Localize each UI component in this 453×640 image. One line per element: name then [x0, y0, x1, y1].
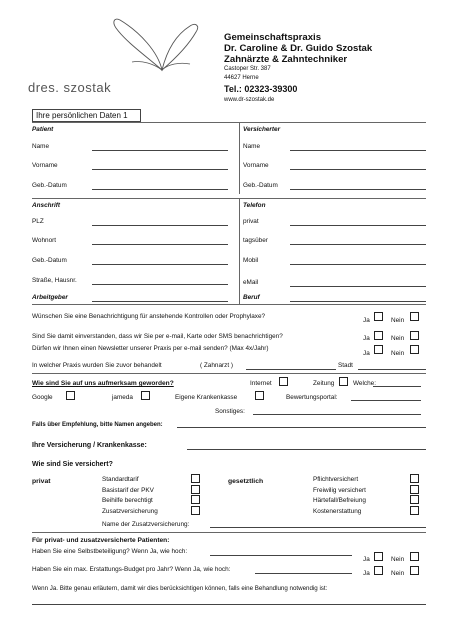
referral-other-label: Sonstiges:: [215, 408, 245, 415]
referral-newspaper-checkbox[interactable]: [339, 377, 348, 386]
logo-text: dres. szostak: [28, 80, 112, 95]
public-option-mandatory: Pflichtversichert: [313, 476, 359, 483]
referral-internet-checkbox[interactable]: [279, 377, 288, 386]
phone-daytime-input[interactable]: [290, 244, 426, 245]
reimbursement-yes-checkbox[interactable]: [374, 566, 383, 575]
occupation-input[interactable]: [290, 301, 426, 302]
reminder-question: Wünschen Sie eine Benachrichtigung für anstehende Kontrollen oder Prophylaxe?: [32, 313, 266, 320]
newsletter-no-label: Nein: [391, 350, 405, 357]
public-reimbursement-checkbox[interactable]: [410, 506, 419, 515]
insurance-company-label: Ihre Versicherung / Krankenkasse:: [32, 442, 147, 449]
newsletter-yes-checkbox[interactable]: [374, 345, 383, 354]
referral-recommendation-input[interactable]: [177, 427, 426, 428]
patient-firstname-label: Vorname: [32, 162, 58, 169]
insured-firstname-label: Vorname: [243, 162, 269, 169]
previous-practice-input[interactable]: [246, 369, 336, 370]
referral-which-label: Welche:: [353, 380, 376, 387]
zip-label: PLZ: [32, 218, 44, 225]
private-supplementary-checkbox[interactable]: [191, 506, 200, 515]
public-voluntary-checkbox[interactable]: [410, 485, 419, 494]
insurance-company-input[interactable]: [187, 449, 426, 450]
doctors-names: Dr. Caroline & Dr. Guido Szostak: [224, 43, 373, 54]
address-title: Anschrift: [32, 202, 61, 209]
deductible-input[interactable]: [210, 555, 352, 556]
address-top-rule: [32, 198, 426, 199]
private-standard-checkbox[interactable]: [191, 474, 200, 483]
reimbursement-question: Haben Sie ein max. Erstattungs-Budget pro Jahr? Wenn Ja, wie hoch:: [32, 566, 231, 573]
previous-dentist-note: ( Zahnarzt ): [200, 362, 234, 369]
phone-title: Telefon: [243, 202, 266, 209]
referral-which-input[interactable]: [373, 386, 421, 387]
patient-firstname-input[interactable]: [92, 169, 228, 170]
phone-mobile-label: Mobil: [243, 257, 259, 264]
website: www.dr-szostak.de: [224, 97, 275, 103]
reimbursement-no-label: Nein: [391, 570, 405, 577]
supplementary-name-label: Name der Zusatzversicherung:: [102, 521, 190, 528]
referral-portal-label: Bewertungsportal:: [286, 394, 338, 401]
private-allowance-checkbox[interactable]: [191, 495, 200, 504]
address-column-divider: [239, 198, 240, 304]
street-label: Straße, Hausnr.: [32, 277, 77, 284]
email-label: eMail: [243, 279, 259, 286]
practice-title: Gemeinschaftspraxis: [224, 32, 322, 43]
private-patients-title: Für privat- und zusatzversicherte Patienten:: [32, 537, 170, 544]
contact-consent-question: Sind Sie damit einverstanden, dass wir Sie per e-mail, Karte oder SMS benachrichtigen?: [32, 333, 283, 340]
public-option-hardship: Härtefall/Befreiung: [313, 497, 366, 504]
specialties: Zahnärzte & Zahntechniker: [224, 54, 348, 65]
explanation-input[interactable]: [32, 604, 426, 605]
patient-birthdate-label: Geb.-Datum: [32, 182, 67, 189]
insurance-bottom-rule: [32, 532, 426, 533]
butterfly-logo-icon: [110, 12, 222, 84]
phone-daytime-label: tagsüber: [243, 237, 268, 244]
contact-no-checkbox[interactable]: [410, 331, 419, 340]
patient-title: Patient: [32, 126, 54, 133]
private-option-allowance: Beihilfe berechtigt: [102, 497, 153, 504]
employer-title: Arbeitgeber: [32, 294, 68, 301]
insured-firstname-input[interactable]: [290, 169, 426, 170]
referral-newspaper-label: Zeitung: [313, 380, 335, 387]
public-hardship-checkbox[interactable]: [410, 495, 419, 504]
private-option-standard: Standardtarif: [102, 476, 139, 483]
address-birthdate-label: Geb.-Datum: [32, 257, 67, 264]
reminder-no-checkbox[interactable]: [410, 312, 419, 321]
public-label: gesetztlich: [228, 478, 264, 485]
deductible-yes-label: Ja: [363, 556, 370, 563]
email-input[interactable]: [290, 286, 426, 287]
previous-city-input[interactable]: [358, 369, 426, 370]
referral-portal-input[interactable]: [351, 400, 421, 401]
previous-practice-question: In welcher Praxis wurden Sie zuvor behandelt: [32, 362, 162, 369]
deductible-no-checkbox[interactable]: [410, 552, 419, 561]
deductible-no-label: Nein: [391, 556, 405, 563]
newsletter-no-checkbox[interactable]: [410, 345, 419, 354]
street-input[interactable]: [92, 284, 228, 285]
deductible-question: Haben Sie eine Selbstbeteiligung? Wenn Ja, wie hoch:: [32, 548, 188, 555]
insured-title: Versicherter: [243, 126, 281, 133]
private-label: privat: [32, 478, 51, 485]
phone-private-label: privat: [243, 218, 259, 225]
referral-insurance-checkbox[interactable]: [255, 391, 264, 400]
referral-internet-label: Internet: [250, 380, 272, 387]
column-divider: [239, 122, 240, 194]
public-mandatory-checkbox[interactable]: [410, 474, 419, 483]
referral-other-input[interactable]: [253, 414, 421, 415]
insured-name-label: Name: [243, 143, 261, 150]
address-birthdate-input[interactable]: [92, 264, 228, 265]
phone-private-input[interactable]: [290, 225, 426, 226]
contact-yes-label: Ja: [363, 335, 370, 342]
previous-city-label: Stadt: [338, 362, 353, 369]
referral-recommendation-label: Falls über Empfehlung, bitte Namen angeben:: [32, 422, 163, 428]
work-bottom-rule: [32, 304, 426, 305]
newsletter-yes-label: Ja: [363, 350, 370, 357]
insured-birthdate-input[interactable]: [290, 189, 426, 190]
explanation-label: Wenn Ja. Bitte genau erläutern, damit wir dies berücksichtigen können, falls eine Behandlung notwendig ist:: [32, 585, 328, 592]
private-option-basic: Basistarif der PKV: [102, 487, 154, 494]
referral-jameda-checkbox[interactable]: [141, 391, 150, 400]
patient-name-input[interactable]: [92, 150, 228, 151]
referral-google-label: Google: [32, 394, 53, 401]
private-option-supplementary: Zusatzversicherung: [102, 508, 158, 515]
referral-jameda-label: jameda: [112, 394, 133, 401]
supplementary-name-input[interactable]: [210, 527, 426, 528]
city-input[interactable]: [92, 244, 228, 245]
insurance-type-question: Wie sind Sie versichert?: [32, 461, 113, 468]
patient-name-label: Name: [32, 143, 50, 150]
zip-input[interactable]: [92, 225, 228, 226]
reminder-no-label: Nein: [391, 317, 405, 324]
section-top-rule: [32, 122, 426, 123]
reminder-yes-checkbox[interactable]: [374, 312, 383, 321]
newsletter-question: Dürfen wir Ihnen einen Newsletter unserer Praxis per e-mail senden? (Max 4x/Jahr): [32, 345, 269, 352]
reminder-yes-label: Ja: [363, 317, 370, 324]
city-address: 44627 Herne: [224, 75, 259, 81]
deductible-yes-checkbox[interactable]: [374, 552, 383, 561]
contact-yes-checkbox[interactable]: [374, 331, 383, 340]
reimbursement-no-checkbox[interactable]: [410, 566, 419, 575]
private-basic-checkbox[interactable]: [191, 485, 200, 494]
reimbursement-input[interactable]: [255, 573, 352, 574]
referral-insurance-label: Eigene Krankenkasse: [175, 394, 238, 401]
insured-name-input[interactable]: [290, 150, 426, 151]
employer-input[interactable]: [92, 301, 228, 302]
phone-mobile-input[interactable]: [290, 264, 426, 265]
street-address: Castoper Str. 387: [224, 66, 271, 72]
contact-no-label: Nein: [391, 335, 405, 342]
public-option-reimbursement: Kostenerstattung: [313, 508, 362, 515]
form-tab-title: Ihre persönlichen Daten 1: [32, 109, 141, 122]
questions-bottom-rule: [32, 373, 426, 374]
insured-birthdate-label: Geb.-Datum: [243, 182, 278, 189]
referral-question: Wie sind Sie auf uns aufmerksam geworden?: [32, 380, 174, 387]
referral-google-checkbox[interactable]: [66, 391, 75, 400]
public-option-voluntary: Freiwilig versichert: [313, 487, 366, 494]
patient-birthdate-input[interactable]: [92, 189, 228, 190]
reimbursement-yes-label: Ja: [363, 570, 370, 577]
city-label: Wohnort: [32, 237, 57, 244]
occupation-title: Beruf: [243, 294, 260, 301]
phone-number: Tel.: 02323-39300: [224, 84, 298, 94]
